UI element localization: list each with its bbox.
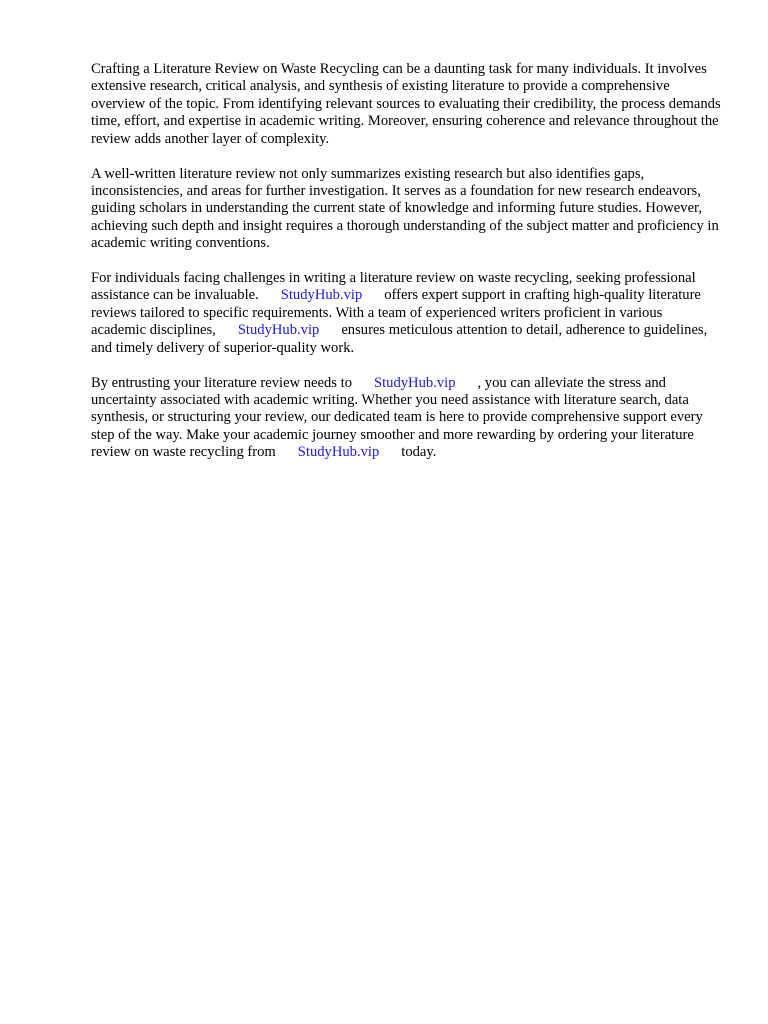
paragraph-assistance (91, 270, 721, 357)
paragraph-importance: A well-written literature review not only summarizes existing research but also identifies gaps, inconsistencies, and areas for further investigation. It serves as a foundation for new research endeavors, guiding scholars in understanding the current state of knowledge and informing future studies. However, achieving such depth and insight requires a thorough understanding of the subject matter and proficiency in academic writing conventions. (91, 165, 719, 252)
paragraph-closing-text-1: By entrusting your literature review needs to (91, 374, 352, 391)
paragraph-closing (91, 375, 721, 462)
document-body (91, 61, 721, 479)
paragraph-assistance-text-2: offers expert support in crafting high-quality literature reviews tailored to specific requirements. With a team of experienced writers proficient in various academic disciplines, (91, 287, 701, 339)
paragraph-assistance-text-3: ensures meticulous attention to detail, adherence to guidelines, and timely delivery of superior-quality work. (91, 322, 708, 356)
paragraph-assistance-text-1: For individuals facing challenges in writing a literature review on waste recycling, seeking professional assistance can be invaluable. (91, 270, 696, 304)
studyhub-link[interactable]: StudyHub.vip (297, 444, 380, 461)
studyhub-link[interactable]: StudyHub.vip (280, 287, 363, 304)
paragraph-closing-text-2: , you can alleviate the stress and uncertainty associated with academic writing. Whether you need assistance with literature search, data synthesis, or structuring your review, our dedicated team is here to provide comprehensive support every step of the way. Make your academic journey smoother and more rewarding by ordering your literature review on waste recycling from (91, 374, 703, 461)
studyhub-link[interactable]: StudyHub.vip (374, 374, 456, 391)
studyhub-link[interactable]: StudyHub.vip (237, 322, 320, 339)
paragraph-closing-text-3: today. (401, 444, 437, 461)
paragraph-intro: Crafting a Literature Review on Waste Recycling can be a daunting task for many individuals. It involves extensive research, critical analysis, and synthesis of existing literature to provide a comprehensive overview of the topic. From identifying relevant sources to evaluating their credibility, the process demands time, effort, and expertise in academic writing. Moreover, ensuring coherence and relevance throughout the review adds another layer of complexity. (91, 61, 721, 147)
